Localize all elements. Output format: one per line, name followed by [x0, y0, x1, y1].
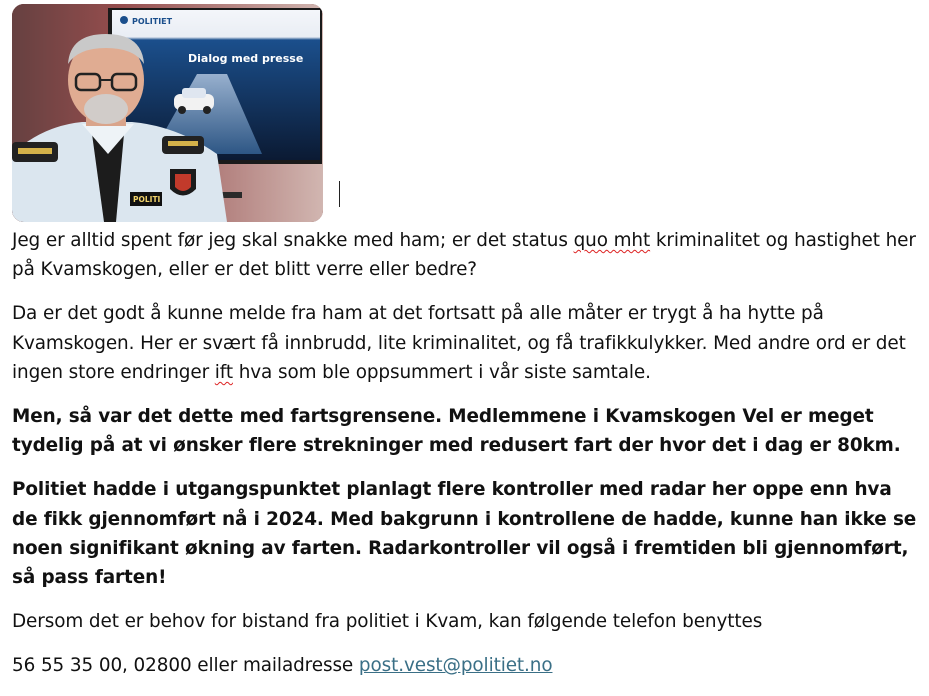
text-cursor — [339, 181, 340, 207]
paragraph-radar-controls: Politiet hadde i utgangspunktet planlagt flere kontroller med radar her oppe enn hva de fikk gjennomført nå i 2024. Med bakgrunn i kontrollene de hadde, kunne han ikke se noen signifikant økning av farten. Radarkontroller vil også i fremtiden bli gjennomført, så pass farten! — [12, 479, 917, 589]
paragraph-safety-report — [12, 299, 922, 387]
p1-text-start: Jeg er alltid spent før jeg skal snakke med ham; er det status — [12, 230, 574, 251]
p2-text-end: hva som ble oppsummert i vår siste samtale. — [232, 361, 651, 383]
document-body[interactable] — [12, 226, 922, 696]
paragraph-speed-limits: Men, så var det dette med fartsgrensene. Medlemmene i Kvamskogen Vel er meget tydelig på at vi ønsker flere strekninger med redusert fart der hvor det i dag er 80km. — [12, 406, 901, 457]
spellcheck-flag-quo-mht[interactable]: quo mht — [573, 230, 651, 251]
police-officer-photo[interactable] — [12, 4, 323, 222]
paragraph-contact-intro: Dersom det er behov for bistand fra politiet i Kvam, kan følgende telefon benyttes — [12, 611, 763, 633]
badge-text: POLITI — [133, 195, 161, 204]
p2-text-start: Da er det godt å kunne melde fra ham at det fortsatt på alle måter er trygt å ha hytte på Kvamskogen. Her er svært få innbrudd, lite kriminalitet, og få trafikkulykker. Med andre ord er det ingen store endringer — [12, 303, 906, 383]
phone-numbers-text: 56 55 35 00, 02800 eller mailadresse — [12, 655, 359, 677]
paragraph-status-question — [12, 226, 922, 284]
screen-brand-text: POLITIET — [132, 17, 173, 26]
spellcheck-flag-ift[interactable]: ift — [214, 361, 233, 383]
police-officer-illustration — [12, 4, 323, 222]
screen-title-text: Dialog med presse — [188, 52, 304, 65]
paragraph-contact-details — [12, 651, 922, 680]
email-link[interactable]: post.vest@politiet.no — [358, 655, 553, 677]
p1-text-end: kriminalitet og hastighet her på Kvamskogen, eller er det blitt verre eller bedre? — [12, 230, 916, 281]
